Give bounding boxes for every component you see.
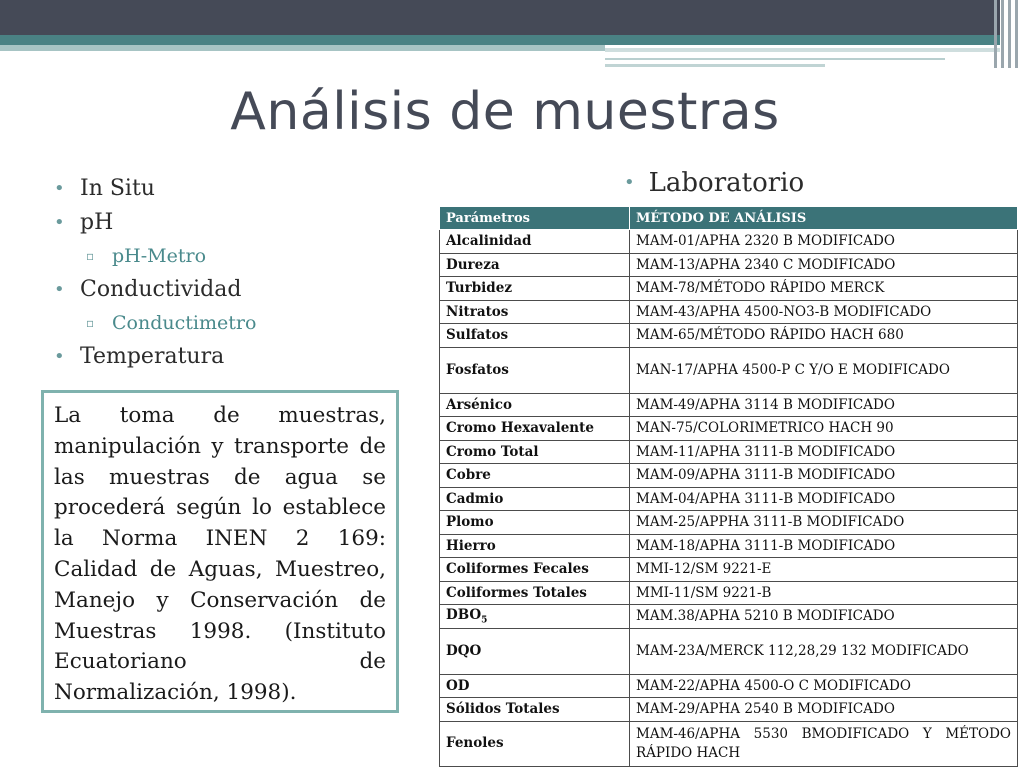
param-cell: Cadmio bbox=[440, 487, 630, 511]
table-row bbox=[440, 605, 1018, 629]
in-situ-list bbox=[52, 172, 256, 374]
table-row bbox=[440, 277, 1018, 301]
table-row bbox=[440, 628, 1018, 674]
param-cell: Hierro bbox=[440, 534, 630, 558]
method-cell: MAM-43/APHA 4500-NO3-B MODIFICADO bbox=[630, 300, 1018, 324]
table-row bbox=[440, 511, 1018, 535]
method-cell: MAM-23A/MERCK 112,28,29 132 MODIFICADO bbox=[630, 628, 1018, 674]
table-row bbox=[440, 324, 1018, 348]
param-cell: Dureza bbox=[440, 253, 630, 277]
list-item: • Conductividad bbox=[52, 273, 256, 307]
table-row bbox=[440, 347, 1018, 393]
method-cell: MAM-65/MÉTODO RÁPIDO HACH 680 bbox=[630, 324, 1018, 348]
header-vertical-bars bbox=[992, 0, 1024, 68]
param-cell: Cromo Total bbox=[440, 440, 630, 464]
sub-list-item: ▫ Conductimetro bbox=[52, 307, 256, 340]
table-row bbox=[440, 674, 1018, 698]
param-cell: Sólidos Totales bbox=[440, 698, 630, 722]
method-cell: MAM.38/APHA 5210 B MODIFICADO bbox=[630, 605, 1018, 629]
sub-list-item: ▫ pH-Metro bbox=[52, 240, 256, 273]
param-cell: Plomo bbox=[440, 511, 630, 535]
header-band-teal bbox=[0, 35, 1000, 45]
table-row bbox=[440, 581, 1018, 605]
table-header-row bbox=[440, 207, 1018, 230]
param-cell: Cobre bbox=[440, 464, 630, 488]
method-cell: MAM-09/APHA 3111-B MODIFICADO bbox=[630, 464, 1018, 488]
method-cell: MAM-18/APHA 3111-B MODIFICADO bbox=[630, 534, 1018, 558]
table-row bbox=[440, 393, 1018, 417]
param-cell: Coliformes Totales bbox=[440, 581, 630, 605]
column-header-metodo: MÉTODO DE ANÁLISIS bbox=[630, 207, 1018, 230]
header-band-dark bbox=[0, 0, 1000, 35]
method-cell: MAM-22/APHA 4500-O C MODIFICADO bbox=[630, 674, 1018, 698]
param-cell bbox=[440, 605, 630, 629]
column-header-parametros: Parámetros bbox=[440, 207, 630, 230]
param-cell: Fenoles bbox=[440, 721, 630, 766]
param-cell: Alcalinidad bbox=[440, 230, 630, 254]
method-cell: MAM-49/APHA 3114 B MODIFICADO bbox=[630, 393, 1018, 417]
table-row bbox=[440, 721, 1018, 766]
method-cell: MAM-13/APHA 2340 C MODIFICADO bbox=[630, 253, 1018, 277]
table-row bbox=[440, 230, 1018, 254]
page-title: Análisis de muestras bbox=[230, 82, 780, 142]
method-cell: MAM-29/APHA 2540 B MODIFICADO bbox=[630, 698, 1018, 722]
method-cell: MAM-78/MÉTODO RÁPIDO MERCK bbox=[630, 277, 1018, 301]
table-row bbox=[440, 253, 1018, 277]
param-cell: Nitratos bbox=[440, 300, 630, 324]
param-cell: Fosfatos bbox=[440, 347, 630, 393]
param-cell: DQO bbox=[440, 628, 630, 674]
method-cell: MMI-11/SM 9221-B bbox=[630, 581, 1018, 605]
param-cell: Turbidez bbox=[440, 277, 630, 301]
header-line bbox=[605, 48, 1000, 52]
param-subscript: 5 bbox=[481, 615, 488, 626]
method-cell: MAM-25/APPHA 3111-B MODIFICADO bbox=[630, 511, 1018, 535]
table-row bbox=[440, 300, 1018, 324]
laboratorio-heading bbox=[624, 168, 804, 198]
method-cell: MAN-75/COLORIMETRICO HACH 90 bbox=[630, 417, 1018, 441]
table-row bbox=[440, 558, 1018, 582]
table-row bbox=[440, 698, 1018, 722]
header-band-light bbox=[0, 45, 605, 51]
laboratorio-label: Laboratorio bbox=[648, 168, 805, 198]
methods-table bbox=[439, 206, 1018, 767]
table-row bbox=[440, 417, 1018, 441]
param-text: DBO bbox=[446, 606, 482, 623]
param-cell: Cromo Hexavalente bbox=[440, 417, 630, 441]
param-cell: OD bbox=[440, 674, 630, 698]
param-cell: Sulfatos bbox=[440, 324, 630, 348]
table-row bbox=[440, 440, 1018, 464]
table-row bbox=[440, 464, 1018, 488]
method-cell: MAM-04/APHA 3111-B MODIFICADO bbox=[630, 487, 1018, 511]
method-cell: MAN-17/APHA 4500-P C Y/O E MODIFICADO bbox=[630, 347, 1018, 393]
table-row bbox=[440, 487, 1018, 511]
param-cell: Coliformes Fecales bbox=[440, 558, 630, 582]
method-cell: MAM-11/APHA 3111-B MODIFICADO bbox=[630, 440, 1018, 464]
list-item: • Temperatura bbox=[52, 340, 256, 374]
header-line bbox=[605, 64, 825, 67]
bullet-icon: • bbox=[624, 172, 635, 193]
header-line bbox=[605, 58, 945, 60]
table-row bbox=[440, 534, 1018, 558]
method-cell: MAM-46/APHA 5530 BMODIFICADO Y MÉTODO RÁPIDO HACH bbox=[630, 721, 1018, 766]
param-cell: Arsénico bbox=[440, 393, 630, 417]
list-item: • pH bbox=[52, 206, 256, 240]
method-cell: MAM-01/APHA 2320 B MODIFICADO bbox=[630, 230, 1018, 254]
method-cell: MMI-12/SM 9221-E bbox=[630, 558, 1018, 582]
sampling-note: La toma de muestras, manipulación y transporte de las muestras de agua se procederá según lo establece la Norma INEN 2 169: Calidad de Aguas, Muestreo, Manejo y Conservación de Muestras 1998. (Instituto Ecuatoriano de Normalización, 1998). bbox=[41, 390, 399, 713]
list-item: • In Situ bbox=[52, 172, 256, 206]
